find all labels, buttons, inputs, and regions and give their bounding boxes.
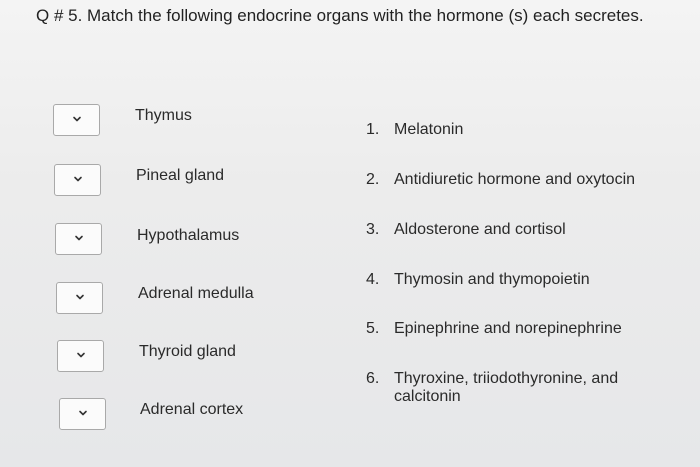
- hormone-text: Epinephrine and norepinephrine: [394, 320, 622, 337]
- organ-label-adrenal-medulla: Adrenal medulla: [138, 285, 254, 302]
- organ-label-hypothalamus: Hypothalamus: [137, 227, 240, 244]
- hormone-number: 1.: [366, 121, 380, 138]
- hormone-number: 2.: [366, 171, 380, 188]
- dropdown-pineal-gland[interactable]: [54, 164, 101, 196]
- chevron-down-icon: [74, 233, 84, 243]
- hormone-item-6: [366, 370, 666, 406]
- chevron-down-icon: [78, 408, 88, 418]
- dropdown-thyroid-gland[interactable]: [57, 340, 104, 372]
- dropdown-adrenal-cortex[interactable]: [59, 398, 106, 430]
- hormone-item-4: [366, 271, 666, 289]
- hormone-text: Aldosterone and cortisol: [394, 221, 566, 238]
- chevron-down-icon: [73, 174, 83, 184]
- hormone-item-3: [366, 221, 666, 239]
- organ-label-adrenal-cortex: Adrenal cortex: [140, 401, 244, 418]
- hormone-number: 4.: [366, 271, 380, 288]
- organ-label-pineal-gland: Pineal gland: [136, 167, 225, 184]
- organ-label-thymus: Thymus: [135, 107, 192, 124]
- hormone-text: Thyroxine, triiodothyronine, and calcitonin: [394, 370, 619, 405]
- dropdown-adrenal-medulla[interactable]: [56, 282, 103, 314]
- hormone-item-5: [366, 320, 666, 338]
- organ-label-thyroid-gland: Thyroid gland: [139, 343, 236, 360]
- question-text: Q # 5. Match the following endocrine organs with the hormone (s) each secretes.: [36, 6, 644, 25]
- hormone-number: 5.: [366, 320, 380, 337]
- chevron-down-icon: [72, 114, 82, 124]
- hormone-item-1: [366, 121, 666, 139]
- hormone-number: 3.: [366, 221, 380, 238]
- chevron-down-icon: [76, 350, 86, 360]
- hormone-text: Thymosin and thymopoietin: [394, 271, 590, 288]
- hormone-number: 6.: [366, 370, 380, 387]
- chevron-down-icon: [75, 292, 85, 302]
- dropdown-thymus[interactable]: [53, 104, 100, 136]
- hormone-item-2: [366, 171, 666, 189]
- hormone-text: Antidiuretic hormone and oxytocin: [394, 171, 636, 188]
- dropdown-hypothalamus[interactable]: [55, 223, 102, 255]
- hormone-text: Melatonin: [394, 121, 464, 138]
